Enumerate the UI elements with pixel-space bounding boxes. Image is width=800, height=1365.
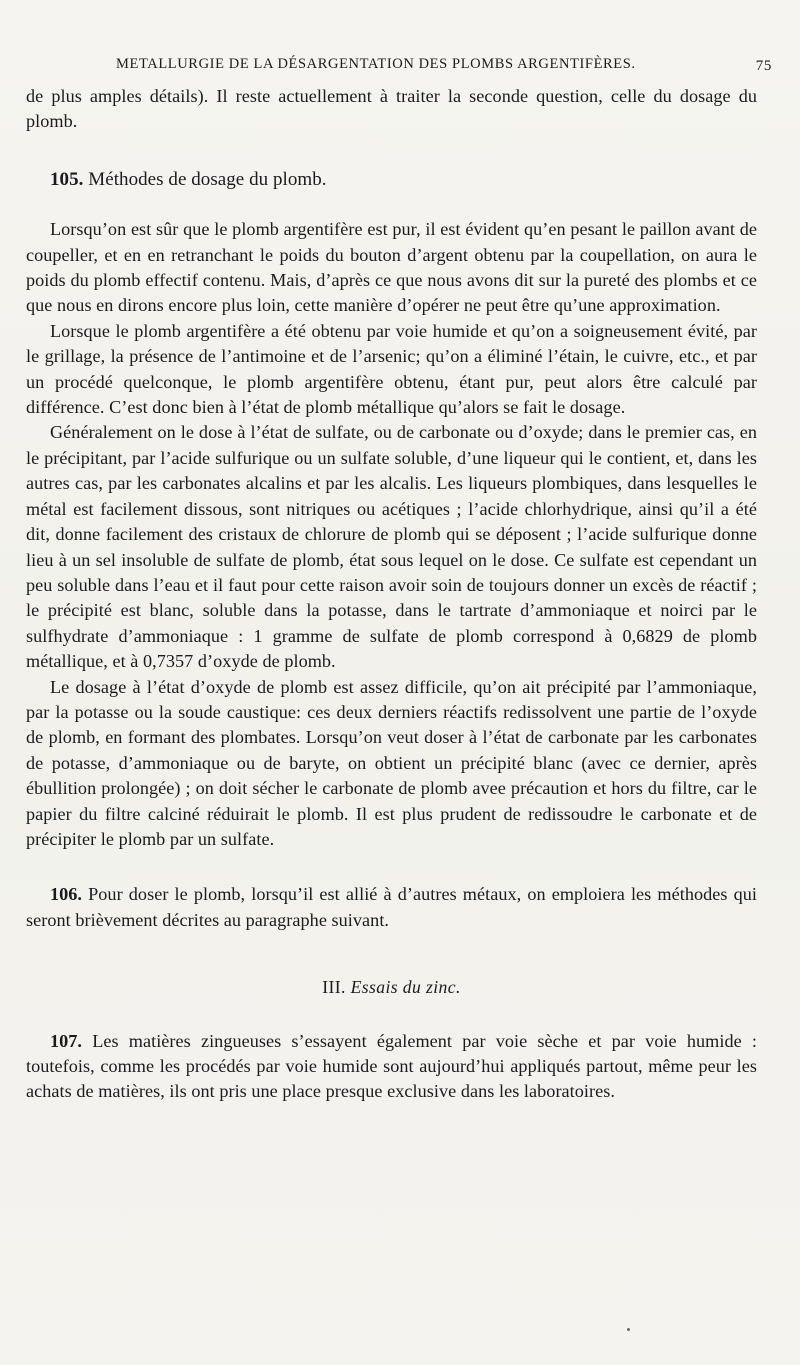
page-body — [26, 84, 757, 1105]
section-106-paragraph — [26, 882, 757, 933]
section-105-heading — [26, 167, 757, 192]
section-107-paragraph — [26, 1029, 757, 1105]
chapter-title: Essais du zinc. — [350, 977, 461, 998]
chapter-heading — [26, 975, 757, 1000]
section-105-number: 105. — [50, 168, 84, 190]
chapter-numeral: III. — [322, 977, 346, 998]
section-107-number: 107. — [50, 1030, 83, 1051]
page-number: 75 — [755, 58, 772, 74]
section-105-paragraph-1: Lorsqu’on est sûr que le plomb argentifère est pur, il est évident qu’en pesant le paillon avant de coupeller, et en en retranchant le poids du bouton d’argent obtenu par la coupellation, on aura le poids du plomb effectif contenu. Mais, d’après ce que nous avons dit sur la pureté des plombs et ce que nous en dirons encore plus loin, cette manière d’opérer ne peut être qu’une approximation. — [26, 219, 757, 316]
section-106-number: 106. — [50, 884, 83, 905]
section-105-title: Méthodes de dosage du plomb. — [88, 168, 327, 190]
running-head — [28, 46, 772, 76]
section-105-paragraph-2: Lorsque le plomb argentifère a été obtenu par voie humide et qu’on a soigneusement évité, par le grillage, la présence de l’antimoine et de l’arsenic; qu’on a éliminé l’étain, le cuivre, etc., et par un procédé quelconque, le plomb argentifère obtenu, étant pur, peut alors être calculé par différence. C’est donc bien à l’état de plomb métallique qu’alors se fait le dosage. — [26, 320, 757, 418]
paper-speck — [627, 1328, 630, 1331]
intro-paragraph: de plus amples détails). Il reste actuellement à traiter la seconde question, celle du dosage du plomb. — [26, 86, 757, 132]
section-107-text: Les matières zingueuses s’essayent également par voie sèche et par voie humide : toutefois, comme les procédés par voie humide sont aujourd’hui appliqués partout, même peur les achats de matières, ils ont pris une place presque exclusive dans les laboratoires. — [26, 1030, 757, 1102]
section-105-paragraph-3: Généralement on le dose à l’état de sulfate, ou de carbonate ou d’oxyde; dans le premier cas, en le précipitant, par l’acide sulfurique ou un sulfate soluble, d’une liqueur qui le contient, et, dans les autres cas, par les carbonates alcalins et par les alcalis. Les liqueurs plombiques, dans lesquelles le métal est facilement dissous, sont nitriques ou acétiques ; l’acide chlorhydrique, ainsi qu’il a été dit, donne facilement des cristaux de chlorure de plomb qui se déposent ; l’acide sulfurique donne lieu à un sel insoluble de sulfate de plomb, état sous lequel on le dose. Ce sulfate est cependant un peu soluble dans l’eau et il faut pour cette raison avoir soin de toujours donner un excès de réactif ; le précipité est blanc, soluble dans la potasse, dans le tartrate d’ammoniaque et noirci par le sulfhydrate d’ammoniaque : 1 gramme de sulfate de plomb correspond à 0,6829 de plomb métallique, et à 0,7357 d’oxyde de plomb. — [26, 422, 757, 672]
running-head-title: METALLURGIE DE LA DÉSARGENTATION DES PLOMBS ARGENTIFÈRES. — [116, 56, 636, 72]
section-106-text: Pour doser le plomb, lorsqu’il est allié à d’autres métaux, on emploiera les méthodes qui seront brièvement décrites au paragraphe suivant. — [26, 884, 757, 930]
section-105-paragraph-4: Le dosage à l’état d’oxyde de plomb est assez difficile, qu’on ait précipité par l’ammoniaque, par la potasse ou la soude caustique: ces deux derniers réactifs redissolvent une partie de l’oxyde de plomb, en formant des plombates. Lorsqu’on veut doser à l’état de carbonate par les carbonates de potasse, d’ammoniaque ou de baryte, on obtient un précipité blanc (avec ce dernier, après ébullition prolongée) ; on doit sécher le carbonate de plomb avee précaution et hors du filtre, car le papier du filtre calciné réduirait le plomb. Il est plus prudent de redissoudre le carbonate et de précipiter le plomb par un sulfate. — [26, 676, 757, 849]
